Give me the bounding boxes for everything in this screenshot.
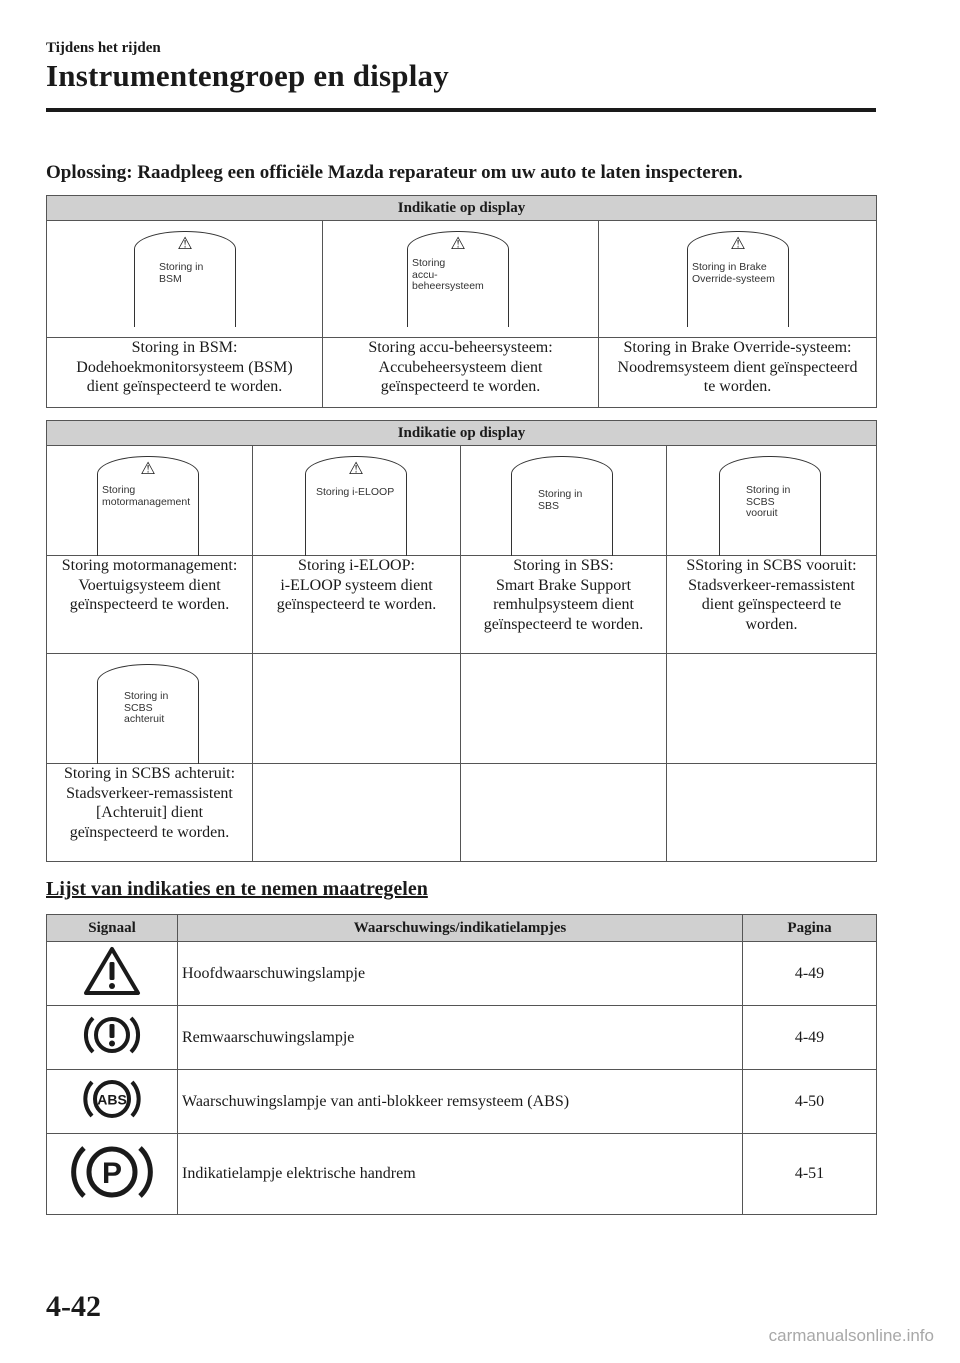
description-cell	[47, 338, 323, 408]
section-label: Tijdens het rijden	[46, 40, 161, 56]
description-cell	[47, 556, 253, 654]
display-panel	[511, 456, 613, 556]
description-cell	[253, 556, 461, 654]
desc-line: Storing motormanagement:	[61, 557, 238, 574]
empty-cell	[667, 654, 877, 764]
desc-line: Storing in BSM:	[131, 339, 238, 356]
abs-warning-icon	[80, 1074, 144, 1124]
desc-line: geïnspecteerd te worden.	[380, 378, 541, 395]
desc-line: geïnspecteerd te worden.	[69, 596, 230, 613]
desc-line: dient geïnspecteerd te worden.	[86, 378, 283, 395]
description-cell	[599, 338, 877, 408]
display-panel	[97, 664, 199, 764]
display-text: Storing motormanagement	[102, 484, 191, 508]
display-cell-engine	[47, 446, 253, 556]
signal-cell	[47, 1006, 178, 1070]
signal-cell	[47, 1070, 178, 1134]
parking-brake-icon	[70, 1139, 154, 1205]
master-warning-icon	[83, 945, 141, 997]
display-indication-table-1	[46, 195, 877, 408]
description-cell	[667, 556, 877, 654]
column-header: Signaal	[47, 915, 178, 942]
warning-triangle-icon: ⚠	[177, 234, 193, 254]
svg-text:P: P	[101, 1156, 123, 1190]
desc-line: Smart Brake Support	[495, 576, 632, 594]
column-header: Pagina	[743, 915, 877, 942]
empty-cell	[461, 764, 667, 862]
page-ref: 4-51	[743, 1134, 877, 1215]
indicator-name: Waarschuwingslampje van anti-blokkeer remsysteem (ABS)	[178, 1070, 743, 1134]
display-cell-scbs-forward	[667, 446, 877, 556]
warning-triangle-icon: ⚠	[730, 234, 746, 254]
description-cell	[47, 764, 253, 862]
display-indication-table-2	[46, 420, 877, 862]
indicator-name: Indikatielampje elektrische handrem	[178, 1134, 743, 1215]
list-heading: Lijst van indikaties en te nemen maatregelen	[46, 878, 428, 900]
description-cell	[461, 556, 667, 654]
desc-line: geïnspecteerd te worden.	[276, 596, 437, 613]
desc-line: Noodremsysteem dient geïnspecteerd	[617, 358, 858, 376]
desc-line: te worden.	[703, 378, 772, 395]
description-cell	[323, 338, 599, 408]
table-row	[47, 1134, 877, 1215]
display-panel	[687, 231, 789, 327]
desc-line: Dodehoekmonitorsysteem (BSM)	[76, 358, 293, 376]
empty-cell	[253, 764, 461, 862]
desc-line: Accubeheersysteem dient	[378, 358, 543, 376]
display-cell-scbs-reverse	[47, 654, 253, 764]
desc-line: geïnspecteerd te worden.	[69, 823, 230, 841]
page-title: Instrumentengroep en display	[46, 58, 449, 93]
display-cell-battery	[323, 221, 599, 338]
indicator-list-table	[46, 914, 877, 1215]
table-row	[47, 1006, 877, 1070]
watermark: carmanualsonline.info	[768, 1326, 934, 1345]
desc-line: Stadsverkeer-remassistent	[688, 576, 855, 594]
display-panel	[719, 456, 821, 556]
desc-line: [Achteruit] dient	[95, 804, 204, 821]
display-cell-brake-override	[599, 221, 877, 338]
display-text: Storing accu-beheersysteem	[412, 257, 484, 292]
indicator-name: Hoofdwaarschuwingslampje	[178, 942, 743, 1006]
warning-triangle-icon: ⚠	[450, 234, 466, 254]
page-ref: 4-49	[743, 1006, 877, 1070]
desc-line: Storing in Brake Override-systeem:	[623, 339, 852, 356]
display-cell-sbs	[461, 446, 667, 556]
column-header: Waarschuwings/indikatielampjes	[178, 915, 743, 942]
display-text: Storing in SCBS achteruit	[124, 690, 169, 725]
title-rule	[46, 108, 876, 112]
table-header: Indikatie op display	[47, 421, 877, 446]
display-panel	[305, 456, 407, 556]
desc-line: geïnspecteerd te worden.	[483, 615, 644, 633]
display-text: Storing i-ELOOP	[316, 486, 395, 498]
desc-line: dient geïnspecteerd te	[701, 596, 842, 613]
display-panel	[134, 231, 236, 327]
signal-cell	[47, 942, 178, 1006]
svg-text:ABS: ABS	[97, 1091, 127, 1108]
page-ref: 4-50	[743, 1070, 877, 1134]
empty-cell	[253, 654, 461, 764]
display-text: Storing in BSM	[159, 261, 204, 285]
warning-triangle-icon: ⚠	[348, 459, 364, 479]
warning-triangle-icon: ⚠	[140, 459, 156, 479]
display-text: Storing in SBS	[538, 488, 583, 512]
desc-line: Storing i-ELOOP:	[298, 557, 415, 574]
display-cell-i-eloop	[253, 446, 461, 556]
brake-warning-icon	[82, 1010, 142, 1060]
table-row	[47, 942, 877, 1006]
desc-line: Storing in SBS:	[513, 557, 614, 574]
empty-cell	[461, 654, 667, 764]
display-cell-bsm	[47, 221, 323, 338]
display-panel	[97, 456, 199, 556]
page-number: 4-42	[46, 1290, 101, 1323]
table-row	[47, 1070, 877, 1134]
desc-line: Stadsverkeer-remassistent	[66, 784, 233, 802]
desc-line: i-ELOOP systeem dient	[280, 576, 433, 594]
solution-text: Oplossing: Raadpleeg een officiële Mazda reparateur om uw auto te laten inspecteren.	[46, 162, 743, 183]
display-text: Storing in SCBS vooruit	[746, 484, 791, 519]
desc-line: Voertuigsysteem dient	[78, 576, 221, 594]
page-ref: 4-49	[743, 942, 877, 1006]
desc-line: Storing accu-beheersysteem:	[368, 339, 553, 356]
empty-cell	[667, 764, 877, 862]
display-panel	[407, 231, 509, 327]
table-header: Indikatie op display	[47, 196, 877, 221]
desc-line: SStoring in SCBS vooruit:	[686, 557, 857, 574]
indicator-name: Remwaarschuwingslampje	[178, 1006, 743, 1070]
desc-line: remhulpsysteem dient	[493, 596, 634, 613]
display-text: Storing in Brake Override-systeem	[692, 261, 775, 285]
desc-line: Storing in SCBS achteruit:	[63, 765, 236, 782]
signal-cell	[47, 1134, 178, 1215]
desc-line: worden.	[745, 615, 798, 633]
